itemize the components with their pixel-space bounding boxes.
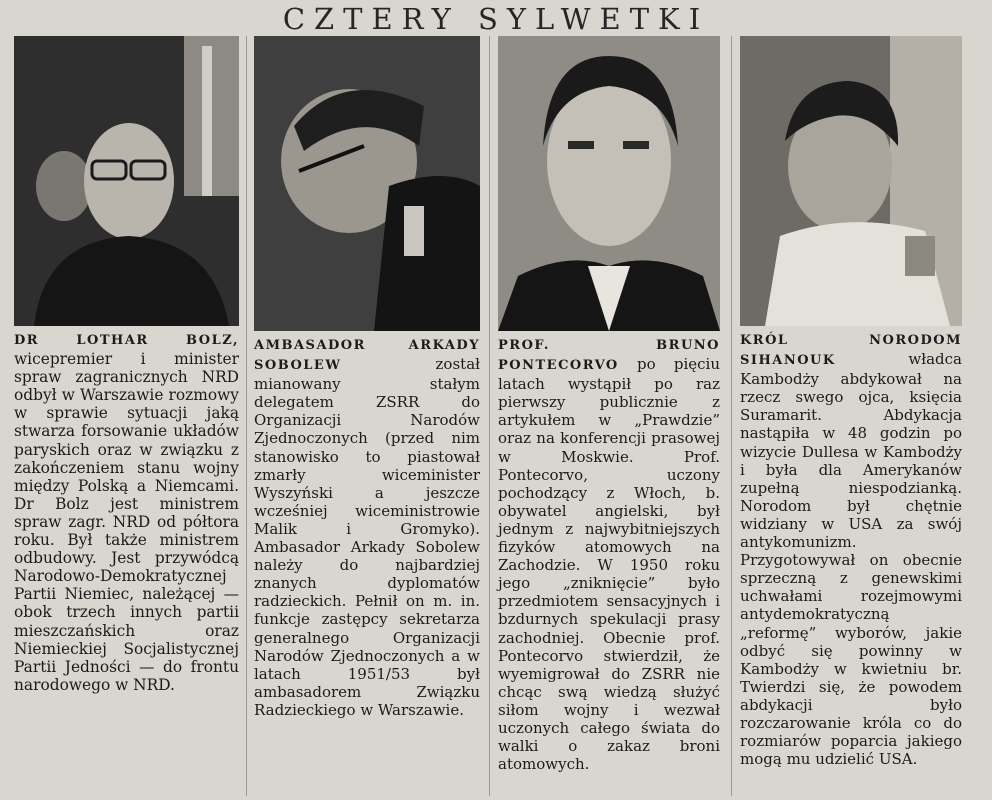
- name-bolz: DR LOTHAR BOLZ,: [14, 333, 239, 348]
- text-sihanouk: władca Kambodży abdykował na rzecz swego ojca, księcia Suramarit. Abdykacja nastąpiła w 48 godzin po wizycie Dullesa w Kambodży i była dla Amerykanów zupełną niespodzianką. Norodom był chętnie widziany w USA za swój antykomunizm. Przygotowywał on obecnie sprzeczną z genewskimi uchwałami rozejmowymi antydemokratyczną „reformę” wyborów, jakie odbyć się powinny w Kambodży w kwietniu br. Twierdzi się, że powodem abdykacji było rozczarowanie króla co do rozmiarów poparcia jakiego mogą mu udzielić USA.: [740, 350, 962, 769]
- text-bolz: wicepremier i minister spraw zagranicznych NRD odbył w Warszawie rozmowy w sprawie sytuacji jaką stwarza forsowanie układów paryskich oraz w związku z zakończeniem stanu wojny między Polską a Niemcami. Dr Bolz jest ministrem spraw zagr. NRD od półtora roku. Był także ministrem odbudowy. Jest przywódcą Narodowo-Demokratycznej Partii Niemiec, należącej — obok trzech innych partii mieszczańskich oraz Niemieckiej Socjalistycznej Partii Jedności — do frontu narodowego w NRD.: [14, 350, 239, 694]
- caption-pontecorvo: [498, 335, 720, 773]
- column-divider: [489, 36, 490, 796]
- headline: CZTERY SYLWETKI: [282, 2, 710, 36]
- caption-bolz: [14, 330, 239, 694]
- profile-sobolew: [254, 36, 480, 719]
- caption-sobolew: [254, 335, 480, 719]
- portrait-photo-sobolew: [254, 36, 480, 331]
- profile-bolz: [14, 36, 239, 694]
- caption-sihanouk: [740, 330, 962, 768]
- column-divider: [731, 36, 732, 796]
- portrait-photo-sihanouk: [740, 36, 962, 326]
- column-divider: [246, 36, 247, 796]
- name-pontecorvo: PROF. BRUNO PONTECORVO: [498, 338, 720, 374]
- profile-pontecorvo: [498, 36, 720, 773]
- text-pontecorvo: po pięciu latach wystąpił po raz pierwszy publicznie z artykułem w „Prawdzie” oraz na konferencji prasowej w Moskwie. Prof. Pontecorvo, uczony pochodzący z Włoch, b. obywatel angielski, był jednym z najwybitniejszych fizyków atomowych na Zachodzie. W 1950 roku jego „zniknięcie” było przedmiotem sensacyjnych i bzdurnych spekulacji prasy zachodniej. Obecnie prof. Pontecorvo stwierdził, że wyemigrował do ZSRR nie chcąc swą wiedzą służyć siłom wojny i wezwał uczonych całego świata do walki o zakaz broni atomowych.: [498, 355, 720, 774]
- name-sihanouk: KRÓL NORODOM SIHANOUK: [740, 333, 962, 369]
- profile-sihanouk: [740, 36, 962, 768]
- name-sobolew: AMBASADOR ARKADY SOBOLEW: [254, 338, 480, 374]
- portrait-photo-bolz: [14, 36, 239, 326]
- portrait-photo-pontecorvo: [498, 36, 720, 331]
- text-sobolew: został mianowany stałym delegatem ZSRR do Organizacji Narodów Zjednoczonych (przed nim stanowisko to piastował zmarły wiceminister Wyszyński a jeszcze wcześniej wiceministrowie Malik i Gromyko). Ambasador Arkady Sobolew należy do najbardziej znanych dyplomatów radzieckich. Pełnił on m. in. funkcje zastępcy sekretarza generalnego Organizacji Narodów Zjednoczonych a w latach 1951/53 był ambasadorem Związku Radzieckiego w Warszawie.: [254, 355, 480, 719]
